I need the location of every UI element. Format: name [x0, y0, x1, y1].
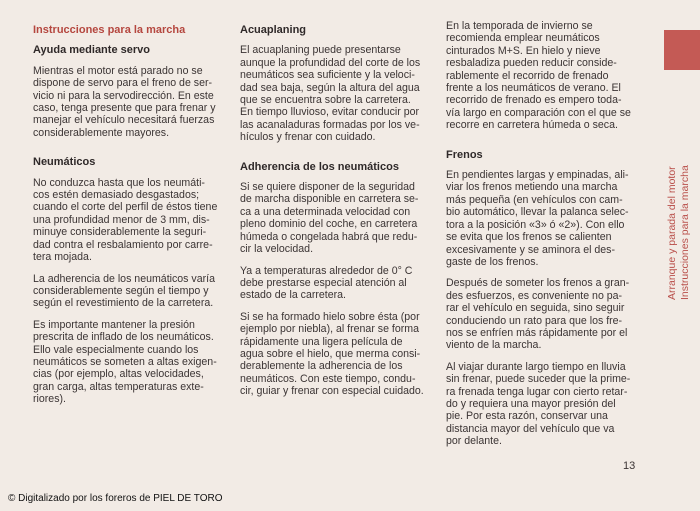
- text-line: dad contra el resbalamiento por carre-: [33, 238, 213, 251]
- text-line: tera mojada.: [33, 251, 92, 264]
- text-line: ca a una determinada velocidad con: [240, 205, 411, 218]
- text-line: dispone de servo para el freno de ser-: [33, 77, 213, 90]
- paragraph-ayuda: [33, 65, 225, 139]
- paragraph-frenos-1: [446, 169, 636, 268]
- text-line: una profundidad menor de 3 mm, dis-: [33, 213, 210, 226]
- text-line: En tiempo lluvioso, evitar conducir por: [240, 106, 420, 119]
- text-line: neumáticos se someten a altas exigen-: [33, 355, 217, 368]
- text-line: de marcha disponible en carretera se-: [240, 193, 419, 206]
- text-line: manejar el vehículo necesitará fuerzas: [33, 114, 215, 127]
- text-line: Después de someter los frenos a gran-: [446, 277, 630, 290]
- text-line: riores).: [33, 393, 66, 406]
- text-line: No conduzca hasta que los neumáti-: [33, 176, 205, 189]
- text-line: vía largo en comparación con el que se: [446, 106, 631, 119]
- text-line: sin frenar, puede suceder que la prime-: [446, 373, 631, 386]
- text-line: recorre en carretera húmeda o seca.: [446, 119, 618, 132]
- heading-acuaplaning: Acuaplaning: [240, 24, 307, 36]
- paragraph-frenos-2: [446, 277, 636, 351]
- text-line: cos estén demasiado desgastados;: [33, 189, 200, 202]
- text-line: rar el vehículo en seguida, sino seguir: [446, 302, 625, 315]
- text-line: las acanaladuras formadas por los ve-: [240, 118, 420, 131]
- text-line: Si se ha formado hielo sobre ésta (por: [240, 310, 420, 323]
- text-line: neumáticos. Con este tiempo, condu-: [240, 372, 416, 385]
- heading-neumaticos: Neumáticos: [33, 156, 96, 169]
- text-line: viento de la marcha.: [446, 339, 542, 352]
- paragraph-adherencia-3: [240, 311, 430, 398]
- text-line: distancia mayor del vehículo que va: [446, 422, 615, 435]
- text-line: frente a los neumáticos de verano. El: [446, 82, 621, 95]
- text-line: neumáticos sea suficiente y la veloci-: [240, 69, 415, 82]
- text-line: por delante.: [446, 435, 502, 448]
- paragraph-invierno: [446, 20, 636, 132]
- heading-adherencia: Adherencia de los neumáticos: [240, 160, 399, 173]
- text-line: aunque la profundidad del corte de los: [240, 56, 421, 69]
- text-line: debe prestarse especial atención al: [240, 276, 407, 289]
- text-line: ra frenada tenga lugar con cierto retar-: [446, 385, 628, 398]
- heading-ayuda-servo: Ayuda mediante servo: [33, 44, 150, 57]
- text-line: se evita que los frenos se calienten: [446, 231, 612, 244]
- scan-credit: © Digitalizado por los foreros de PIEL DE TORO: [8, 493, 223, 504]
- text-line: hículos y frenar con cuidado.: [240, 131, 376, 144]
- text-line: des esfuerzos, es conveniente no pa-: [446, 289, 623, 302]
- chapter-tab-marker: [664, 30, 700, 70]
- text-line: considerablemente mayores.: [33, 126, 170, 139]
- text-line: Mientras el motor está parado no se: [33, 64, 203, 77]
- text-line: tora a la posición «3» ó «2»). Con ello: [446, 218, 625, 231]
- text-line: viar los frenos metiendo una marcha: [446, 181, 618, 194]
- column-2: [240, 24, 430, 407]
- text-line: do y requiera una mayor presión del: [446, 397, 616, 410]
- text-line: que se encuentra sobre la carretera.: [240, 94, 411, 107]
- text-line: dad sea baja, según la altura del agua: [240, 81, 420, 94]
- sidebar-line-2: Instrucciones para la marcha: [678, 165, 691, 300]
- text-line: vicio ni para la servodirección. En este: [33, 89, 214, 102]
- text-line: agua sobre el hielo, que merma consi-: [240, 347, 421, 360]
- chapter-sidebar-label: [666, 100, 691, 300]
- text-line: estado de la carretera.: [240, 289, 346, 302]
- text-line: prescrita de inflado de los neumáticos.: [33, 331, 214, 344]
- text-line: nos se enfríen más rápidamente por el: [446, 326, 628, 339]
- text-line: húmeda o congelada habrá que redu-: [240, 230, 418, 243]
- text-line: minuye considerablemente la seguri-: [33, 226, 207, 239]
- paragraph-adherencia-2: [240, 265, 430, 302]
- text-line: considerablemente según el tiempo y: [33, 284, 209, 297]
- text-line: gran carga, altas temperaturas exte-: [33, 380, 204, 393]
- text-line: caso, tenga presente que para frenar y: [33, 102, 216, 115]
- text-line: El acuaplaning puede presentarse: [240, 44, 401, 57]
- text-line: cir la velocidad.: [240, 243, 314, 256]
- text-line: Ya a temperaturas alrededor de 0° C: [240, 264, 413, 277]
- paragraph-neumaticos-1: [33, 177, 225, 264]
- text-line: según el revestimiento de la carretera.: [33, 297, 214, 310]
- paragraph-neumaticos-2: [33, 273, 225, 310]
- text-line: Es importante mantener la presión: [33, 318, 195, 331]
- paragraph-frenos-3: [446, 361, 636, 448]
- paragraph-adherencia-1: [240, 181, 430, 255]
- paragraph-neumaticos-3: [33, 319, 225, 406]
- text-line: bio automático, llevar la palanca selec-: [446, 206, 629, 219]
- column-3: [446, 20, 636, 457]
- page-number: 13: [623, 460, 636, 472]
- text-line: recomienda emplear neumáticos: [446, 32, 600, 45]
- paragraph-acuaplaning: [240, 44, 430, 143]
- section-title: Instrucciones para la marcha: [33, 24, 186, 36]
- text-line: excesivamente y se aminora el des-: [446, 243, 615, 256]
- text-line: pleno dominio del coche, en carretera: [240, 218, 418, 231]
- text-line: ejemplo por niebla), al frenar se forma: [240, 323, 420, 336]
- text-line: conduciendo un rato para que los fre-: [446, 314, 623, 327]
- heading-frenos: Frenos: [446, 148, 483, 161]
- text-line: Al viajar durante largo tiempo en lluvia: [446, 360, 626, 373]
- text-line: más pequeña (en vehículos con cam-: [446, 193, 623, 206]
- text-line: cias (por ejemplo, altas velocidades,: [33, 368, 204, 381]
- text-line: cuando el corte del perfil de éstos tiene: [33, 201, 218, 214]
- column-1: [33, 24, 225, 415]
- text-line: gaste de los frenos.: [446, 255, 539, 268]
- text-line: recorrido de frenado es empero toda-: [446, 94, 622, 107]
- text-line: rablemente el recorrido de frenado: [446, 69, 609, 82]
- sidebar-line-1: Arranque y parada del motor: [666, 166, 678, 300]
- text-line: cir, guiar y frenar con especial cuidado.: [240, 385, 424, 398]
- text-line: rápidamente una ligera película de: [240, 335, 403, 348]
- text-line: En la temporada de invierno se: [446, 20, 593, 32]
- text-line: En pendientes largas y empinadas, ali-: [446, 169, 629, 182]
- text-line: pie. Por esta razón, conservar una: [446, 410, 608, 423]
- text-line: cinturados M+S. En hielo y nieve: [446, 44, 601, 57]
- text-line: resbaladiza pueden reducir conside-: [446, 57, 617, 70]
- text-line: derablemente la adherencia de los: [240, 360, 403, 373]
- text-line: Si se quiere disponer de la seguridad: [240, 181, 415, 194]
- text-line: La adherencia de los neumáticos varía: [33, 272, 215, 285]
- text-line: Ello vale especialmente cuando los: [33, 343, 199, 356]
